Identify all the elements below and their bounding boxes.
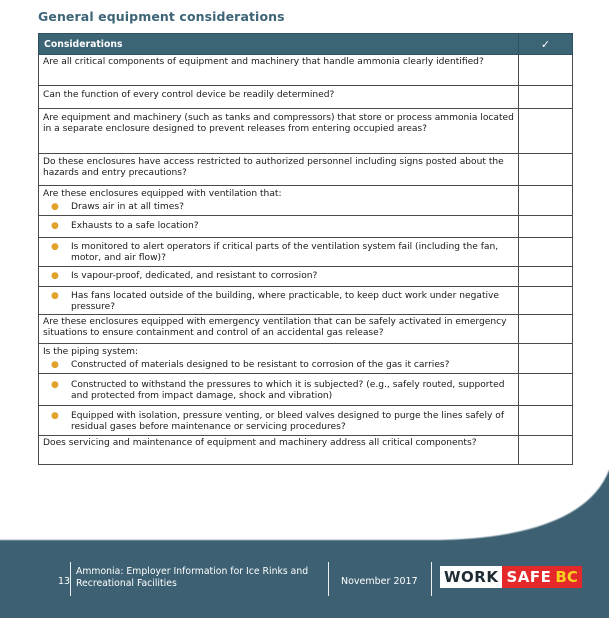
sub-item-cell [39, 216, 519, 238]
sub-item-cell [39, 374, 519, 406]
footer-band-shape [0, 470, 609, 618]
sub-item-text: Exhausts to a safe location? [71, 221, 199, 231]
logo-safe: SAFE [502, 566, 555, 588]
bullet-icon: ● [51, 380, 59, 390]
sub-item [43, 411, 514, 433]
table-row [39, 436, 573, 465]
bullet-icon: ● [51, 271, 59, 281]
footer-band-edge [0, 470, 609, 540]
table-row [39, 186, 573, 216]
logo-work: WORK [440, 566, 502, 588]
sub-item-text: Draws air in at all times? [71, 202, 184, 212]
sub-item [43, 380, 514, 402]
sub-item [43, 202, 514, 213]
bullet-icon: ● [51, 242, 59, 252]
row-text: Does servicing and maintenance of equipment and machinery address all critical components? [39, 436, 519, 465]
check-cell[interactable] [519, 315, 573, 344]
table-row [39, 267, 573, 287]
check-cell[interactable] [519, 238, 573, 267]
footer-band [0, 470, 609, 618]
table-header-row [39, 34, 573, 55]
sub-item [43, 242, 514, 264]
bullet-icon: ● [51, 360, 59, 370]
row-text: Are these enclosures equipped with emergency ventilation that can be safely activated in emergency situations to ensure containment and control of an accidental gas release? [39, 315, 519, 344]
sub-item-text: Constructed of materials designed to be resistant to corrosion of the gas it carries? [71, 360, 450, 370]
footer-divider [70, 562, 71, 596]
sub-item-text: Is monitored to alert operators if critical parts of the ventilation system fail (including the fan, motor, and air flow)? [71, 242, 499, 263]
bullet-icon: ● [51, 411, 59, 421]
page-number: 13 [58, 576, 71, 587]
check-cell[interactable] [519, 406, 573, 436]
worksafebc-logo [440, 566, 582, 588]
logo-bc: BC [555, 566, 581, 588]
bullet-icon: ● [51, 221, 59, 231]
row-text: Are equipment and machinery (such as tanks and compressors) that store or process ammonia located in a separate enclosure designed to prevent releases from entering occupied areas? [39, 109, 519, 154]
footer-divider [431, 562, 432, 596]
header-check-icon: ✓ [519, 34, 573, 55]
bullet-icon: ● [51, 291, 59, 301]
table-row [39, 344, 573, 374]
table-row [39, 109, 573, 154]
check-cell[interactable] [519, 154, 573, 186]
check-cell[interactable] [519, 109, 573, 154]
table-row [39, 154, 573, 186]
sub-item-text: Equipped with isolation, pressure venting, or bleed valves designed to purge the lines safely of residual gases before maintenance or servicing procedures? [71, 411, 505, 432]
footer-divider [328, 562, 329, 596]
sub-item [43, 360, 514, 371]
table-row [39, 216, 573, 238]
check-cell[interactable] [519, 344, 573, 374]
sub-item-cell [39, 406, 519, 436]
sub-item-text: Is vapour-proof, dedicated, and resistant to corrosion? [71, 271, 318, 281]
sub-item-cell [39, 267, 519, 287]
footer-date: November 2017 [341, 576, 418, 587]
sub-item [43, 271, 514, 282]
considerations-checklist [38, 33, 573, 465]
table-row [39, 287, 573, 315]
row-text: Are these enclosures equipped with ventilation that: [43, 189, 282, 199]
check-cell[interactable] [519, 287, 573, 315]
row-group-ventilation [39, 186, 519, 216]
check-cell[interactable] [519, 55, 573, 86]
sub-item-cell [39, 238, 519, 267]
check-cell[interactable] [519, 436, 573, 465]
row-group-piping [39, 344, 519, 374]
footer-doc-title: Ammonia: Employer Information for Ice Rinks and Recreational Facilities [76, 566, 309, 589]
sub-item-text: Has fans located outside of the building, where practicable, to keep duct work under negative pressure? [71, 291, 500, 312]
row-text: Are all critical components of equipment and machinery that handle ammonia clearly identified? [39, 55, 519, 86]
row-text: Do these enclosures have access restricted to authorized personnel including signs posted about the hazards and entry precautions? [39, 154, 519, 186]
table-row [39, 238, 573, 267]
check-cell[interactable] [519, 374, 573, 406]
sub-item-text: Constructed to withstand the pressures to which it is subjected? (e.g., safely routed, supported and protected from impact damage, shock and vibration) [71, 380, 505, 401]
table-row [39, 315, 573, 344]
table-row [39, 55, 573, 86]
sub-item [43, 291, 514, 313]
header-considerations: Considerations [39, 34, 519, 55]
section-heading: General equipment considerations [38, 9, 285, 24]
sub-item-cell [39, 287, 519, 315]
check-cell[interactable] [519, 186, 573, 216]
bullet-icon: ● [51, 202, 59, 212]
row-text: Is the piping system: [43, 347, 139, 357]
table-row [39, 406, 573, 436]
check-cell[interactable] [519, 86, 573, 109]
table-row [39, 374, 573, 406]
sub-item [43, 221, 514, 232]
check-cell[interactable] [519, 216, 573, 238]
row-text: Can the function of every control device be readily determined? [39, 86, 519, 109]
check-cell[interactable] [519, 267, 573, 287]
table-row [39, 86, 573, 109]
